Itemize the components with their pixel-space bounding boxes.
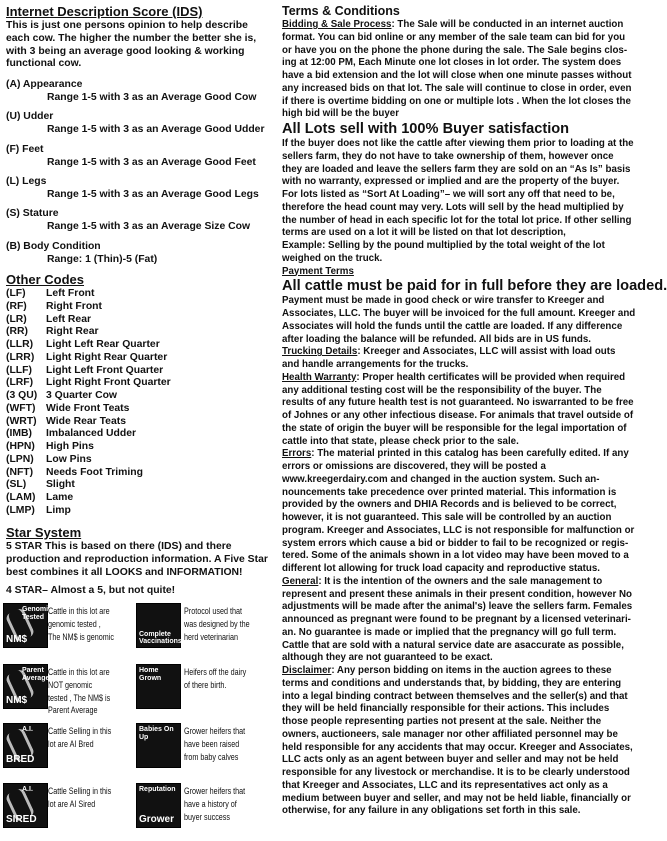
terms-line — [282, 151, 650, 164]
terms-text: Example: Selling by the pound multiplied by the total weight of the lot — [282, 240, 605, 251]
code-meaning: Light Left Rear Quarter — [46, 339, 160, 350]
score-label: (A) Appearance — [6, 79, 83, 90]
terms-text: Cattle that are sold with a natural service date are asaccurate as possible, — [282, 639, 624, 651]
badge-top: Home Grown — [139, 667, 162, 682]
code-meaning: High Pins — [46, 441, 94, 452]
icon-description-line: have a history of — [184, 798, 237, 810]
star-text-line: 5 STAR This is based on there (IDS) and there — [6, 541, 232, 552]
code-row — [6, 314, 91, 327]
section-label: General — [282, 575, 319, 587]
score-range: Range 1-5 with 3 as an Average Good Legs — [47, 188, 259, 200]
terms-text: an. No guarantee is made or implied that the pregnancy will go full term. — [282, 626, 617, 638]
terms-line — [282, 729, 650, 742]
terms-line — [282, 359, 650, 372]
terms-text: sellers farm, they do not have to take ownership of them, however once — [282, 150, 614, 162]
genomic-tested-nms-icon — [3, 603, 52, 648]
code-abbr: (LR) — [6, 313, 27, 325]
terms-line — [282, 448, 650, 461]
code-meaning: Light Left Front Quarter — [46, 364, 164, 376]
terms-text: program. Kreeger and Associates, LLC is not responsible for malfunction or — [282, 524, 635, 536]
terms-text: Payment must be made in good check or wire transfer to Kreeger and — [282, 295, 605, 307]
ai-bred-icon — [3, 723, 48, 768]
badge-bottom: NM$ — [6, 634, 28, 645]
badge-top: Reputation — [139, 786, 176, 793]
terms-text: those people representing parties not present at the sale. Neither the — [282, 716, 602, 727]
terms-text: or have you on the phone the phone during the sale. The Sale begins clos- — [282, 44, 628, 56]
icon-description-line: was designed by the — [184, 618, 250, 630]
code-abbr: (LAM) — [6, 492, 36, 503]
terms-text: nouncements take precedence over printed material. This information is — [282, 486, 617, 498]
terms-line — [282, 716, 650, 729]
code-row — [6, 301, 102, 314]
terms-text: LLC acts only as an agent between buyer and seller and may not be held — [282, 754, 619, 766]
four-star-text: 4 STAR– Almost a 5, but not quite! — [6, 585, 176, 596]
badge-bottom: NM$ — [6, 695, 28, 706]
code-abbr: (3 QU) — [6, 390, 38, 401]
section-heading: All cattle must be paid for in full before they are loaded. — [282, 278, 667, 295]
other-codes-title: Other Codes — [6, 272, 85, 287]
code-meaning: Light Right Front Quarter — [46, 377, 171, 389]
terms-text: adjustments will be made after the animal's) leave the sellers farm. Females — [282, 601, 633, 613]
terms-line — [282, 321, 650, 334]
terms-line — [282, 32, 650, 45]
terms-text: they will be held financially responsible for their actions. This includes — [282, 703, 610, 715]
section-label: Trucking Details — [282, 346, 358, 358]
terms-text: cattle into that state, please check prior to the sale. — [282, 435, 519, 447]
terms-line — [282, 70, 650, 83]
terms-text: system errors which cause a bid or bidder to fail to be recognized or regis- — [282, 537, 629, 549]
terms-text: results of any future health test is not guaranteed. No iswarranted to be free — [282, 397, 634, 409]
terms-text: If the buyer does not like the cattle after viewing them prior to loading at the — [282, 138, 634, 149]
terms-text: of Johnes or any other infectious disease. For animals that travel outside of — [282, 410, 634, 421]
code-row — [6, 352, 167, 365]
terms-text: if there is overtime bidding on one or multiple lots . When the lot closes the — [282, 95, 631, 107]
terms-line — [282, 57, 650, 70]
code-meaning: Slight — [46, 479, 75, 491]
code-meaning: Imbalanced Udder — [46, 428, 137, 440]
icon-description-line: Cattle in this lot are — [48, 667, 110, 678]
icon-description-line: from baby calves — [184, 751, 239, 763]
ids-title: Internet Description Score (IDS) — [6, 4, 203, 19]
terms-line — [282, 474, 650, 487]
code-row — [6, 428, 136, 441]
icon-description-line: of there birth. — [184, 679, 227, 691]
icon-description-line: Heifers off the dairy — [184, 667, 247, 678]
terms-text: For lots listed as “Sort At Loading”– we will sort any off that need to be, — [282, 189, 615, 200]
icon-description-line: Parent Average — [48, 705, 98, 717]
terms-text: terms and conditions and understands that, by bidding, they are entering — [282, 677, 622, 689]
terms-text: however, it is not guaranteed. This sale will be controlled by an auction — [282, 512, 612, 523]
terms-text: format. You can bid online or any member of the sale team can bid for you — [282, 31, 626, 43]
terms-line — [282, 640, 650, 653]
icon-description-line: buyer success — [184, 811, 230, 823]
code-meaning: Low Pins — [46, 453, 92, 465]
code-abbr: (LRR) — [6, 351, 35, 363]
ids-intro-line: each cow. The higher the number the better she is, — [6, 32, 257, 44]
terms-line — [282, 550, 650, 563]
code-row — [6, 288, 94, 301]
badge-top: Genomic Tested — [22, 606, 52, 621]
terms-text: held responsible for any accidents that may occur. Kreeger and Associates, — [282, 741, 633, 753]
terms-line — [282, 334, 650, 347]
terms-line — [282, 576, 650, 589]
terms-text: have a bid extension and the lot will close when one minute passes without — [282, 70, 632, 81]
code-row — [6, 492, 73, 505]
code-meaning: Light Right Rear Quarter — [46, 351, 168, 363]
terms-line — [282, 346, 650, 359]
section-label: Bidding & Sale Process — [282, 19, 392, 30]
terms-text: : The Sale will be conducted in an internet auction — [391, 19, 624, 30]
code-abbr: (RR) — [6, 326, 28, 338]
terms-text: : The material printed in this catalog has been carefully edited. If any — [311, 448, 629, 460]
terms-text: they are loaded and leave the sellers farm they are sold on an “As Is” basis — [282, 163, 631, 175]
icon-description-line: Grower heifers that — [184, 726, 246, 737]
icon-description-line: Cattle Selling in this — [48, 726, 112, 737]
badge-top: A.I. — [22, 726, 33, 733]
terms-line — [282, 461, 650, 474]
icon-description-line: Grower heifers that — [184, 786, 246, 797]
ids-intro-line: This is just one persons opinion to help describe — [6, 20, 248, 31]
complete-vaccinations-icon — [136, 603, 181, 648]
code-abbr: (LF) — [6, 288, 26, 299]
code-meaning: Right Front — [46, 300, 102, 312]
terms-text: owners, auctioneers, sale manager nor other affiliated personnel may be — [282, 728, 618, 740]
terms-line — [282, 805, 650, 818]
code-abbr: (HPN) — [6, 441, 35, 452]
terms-line — [282, 487, 650, 500]
terms-text: : Proper health certificates will be provided when required — [356, 371, 626, 383]
code-abbr: (WFT) — [6, 402, 36, 414]
code-row — [6, 377, 171, 390]
score-range: Range 1-5 with 3 as an Average Size Cow — [47, 221, 251, 233]
code-meaning: Needs Foot Triming — [46, 466, 143, 478]
terms-line — [282, 96, 650, 109]
terms-line — [282, 525, 650, 538]
terms-text: into a legal binding contract between themselves and the seller(s) and that — [282, 690, 628, 702]
terms-text: : Kreeger and Associates, LLC will assist with load outs — [357, 346, 616, 358]
terms-text: www.kreegerdairy.com and changed in the auction system. Such an- — [282, 473, 600, 485]
terms-text: therefore the head count may very. Lots will sell by the head multiplied by — [282, 201, 624, 213]
terms-text: that Kreeger and Associates, LLC and its representatives act only as a — [282, 779, 608, 791]
section-heading: All Lots sell with 100% Buyer satisfaction — [282, 121, 570, 137]
terms-line — [282, 410, 650, 423]
code-row — [6, 479, 75, 492]
badge-top: A.I. — [22, 786, 33, 793]
section-label: Health Warranty — [282, 371, 357, 383]
score-label: (L) Legs — [6, 175, 47, 187]
babies-on-up-icon — [136, 723, 181, 768]
ids-intro-line: with 3 being an average good looking & working — [6, 45, 245, 57]
code-row — [6, 365, 163, 378]
ids-intro-line: functional cow. — [6, 58, 82, 70]
terms-line — [282, 652, 650, 665]
code-meaning: Lame — [46, 492, 74, 503]
terms-text: different lot allowing for truck load capacity and reproductive status. — [282, 563, 601, 574]
code-row — [6, 454, 92, 467]
terms-line — [282, 19, 650, 32]
icon-description-line: have been raised — [184, 738, 240, 750]
terms-text: represent and present these animals in their present condition, however No — [282, 588, 633, 600]
code-abbr: (LPN) — [6, 453, 34, 465]
terms-line — [282, 601, 650, 614]
parent-average-nms-icon — [3, 664, 48, 709]
terms-text: the state of origin the buyer will be responsible for the legal importation of — [282, 422, 627, 434]
badge-top: Parent Average — [22, 667, 50, 682]
code-abbr: (IMB) — [6, 428, 32, 440]
score-label: (F) Feet — [6, 143, 44, 155]
code-meaning: Left Front — [46, 288, 95, 299]
score-label: (B) Body Condition — [6, 240, 101, 252]
ai-sired-icon — [3, 783, 48, 828]
terms-line — [282, 397, 650, 410]
terms-text: provided by the owners and DHIA Records and is believed to be correct, — [282, 499, 617, 511]
score-label: (U) Udder — [6, 111, 54, 123]
terms-line — [282, 176, 650, 189]
icon-description-line: herd veterinarian — [184, 631, 238, 643]
terms-line — [282, 742, 650, 755]
terms-line — [282, 227, 650, 240]
score-label: (S) Stature — [6, 208, 59, 220]
code-meaning: Wide Rear Teats — [46, 415, 126, 427]
terms-line — [282, 614, 650, 627]
code-abbr: (LLF) — [6, 364, 32, 376]
reputation-grower-icon — [136, 783, 181, 828]
terms-text: after loading the balance will be refunded. All bids are in US funds. — [282, 333, 591, 345]
code-row — [6, 403, 129, 416]
terms-line — [282, 436, 650, 449]
terms-text: terms are used on a lot it will be listed on that lot description, — [282, 227, 566, 239]
star-text-line: production and reproduction information. A Five Star — [6, 553, 268, 565]
terms-text: tered. Some of the animals shown in a lot video may have been moved to a — [282, 550, 629, 562]
terms-line — [282, 793, 650, 806]
terms-text: weighed on the truck. — [282, 252, 383, 264]
section-label: Payment Terms — [282, 265, 354, 277]
terms-line — [282, 767, 650, 780]
terms-text: otherwise, for any failure in any obligations set forth in this sale. — [282, 805, 581, 817]
icon-description-line: Cattle Selling in this — [48, 786, 112, 797]
code-abbr: (LLR) — [6, 339, 34, 350]
terms-line — [282, 512, 650, 525]
terms-line — [282, 202, 650, 215]
code-row — [6, 505, 71, 518]
icon-description-line: The NM$ is genomic — [48, 631, 114, 643]
icon-description-line: Cattle in this lot are — [48, 606, 110, 617]
score-range: Range: 1 (Thin)-5 (Fat) — [47, 253, 158, 265]
code-abbr: (SL) — [6, 479, 27, 491]
terms-line — [282, 665, 650, 678]
icon-description-line: genomic tested , — [48, 618, 101, 630]
star-system-title: Star System — [6, 525, 82, 540]
terms-line — [282, 691, 650, 704]
badge-bottom: BRED — [6, 754, 35, 765]
icon-description-line: lot are AI Sired — [48, 798, 96, 810]
code-abbr: (NFT) — [6, 466, 34, 478]
terms-line — [282, 83, 650, 96]
terms-text: and handle arrangements for the trucks. — [282, 359, 469, 370]
badge-bottom: SIRED — [6, 814, 37, 825]
terms-text: Associates, LLC. The buyer will be invoiced for the full amount. Kreeger and — [282, 308, 636, 319]
icon-description-line: Protocol used that — [184, 606, 243, 617]
terms-line — [282, 189, 650, 202]
terms-text: ing at 12:00 PM, Each Minute one lot closes in lot order. The system does — [282, 57, 622, 69]
terms-title: Terms & Conditions — [282, 4, 400, 18]
terms-line — [282, 295, 650, 308]
icon-description-line: lot are AI Bred — [48, 738, 94, 750]
code-meaning: 3 Quarter Cow — [46, 390, 118, 401]
terms-line — [282, 164, 650, 177]
code-row — [6, 467, 143, 480]
terms-text: announced as pregnant were found to be pregnant by a licensed veterinari- — [282, 614, 631, 625]
code-meaning: Right Rear — [46, 326, 99, 338]
code-abbr: (RF) — [6, 300, 27, 312]
terms-line — [282, 385, 650, 398]
terms-line — [282, 45, 650, 58]
terms-line — [282, 108, 650, 121]
terms-line — [282, 423, 650, 436]
terms-line — [282, 308, 650, 321]
code-abbr: (LMP) — [6, 504, 35, 516]
terms-line — [282, 678, 650, 691]
home-grown-icon — [136, 664, 181, 709]
star-text-line: best combines it all LOOKS and INFORMATION! — [6, 566, 243, 578]
code-row — [6, 326, 99, 339]
terms-line — [282, 703, 650, 716]
terms-text: any additional testing cost will be the responsibility of the buyer. The — [282, 384, 602, 396]
terms-text: responsible for any livestock or merchandise. It is to be clearly understood — [282, 767, 630, 778]
code-meaning: Limp — [46, 504, 71, 516]
terms-text: : It is the intention of the owners and the sale management to — [318, 575, 603, 587]
score-range: Range 1-5 with 3 as an Average Good Udder — [47, 124, 265, 136]
terms-line — [282, 563, 650, 576]
terms-line — [282, 589, 650, 602]
code-row — [6, 441, 94, 454]
score-range: Range 1-5 with 3 as an Average Good Cow — [47, 92, 257, 103]
terms-line — [282, 372, 650, 385]
terms-text: : Any person bidding on items in the auction agrees to these — [331, 665, 612, 676]
code-row — [6, 390, 117, 403]
code-meaning: Wide Front Teats — [46, 402, 130, 414]
terms-line — [282, 780, 650, 793]
code-row — [6, 416, 126, 429]
terms-text: errors or omissions are discovered, they will be posted a — [282, 461, 546, 472]
terms-text: although they are not guaranteed to be exact. — [282, 652, 493, 664]
code-meaning: Left Rear — [46, 313, 92, 325]
terms-text: any increased bids on that lot. The sale will continue to close in order, even — [282, 82, 632, 94]
terms-line — [282, 215, 650, 228]
terms-line — [282, 253, 650, 266]
terms-text: Associates will hold the funds until the cattle are loaded. If any difference — [282, 320, 623, 332]
code-abbr: (LRF) — [6, 377, 34, 389]
terms-text: medium between buyer and seller, and may not be held liable, financially or — [282, 792, 631, 804]
badge-bottom: Grower — [139, 814, 175, 825]
terms-line — [282, 499, 650, 512]
terms-text: the number of head in each specific lot for the total lot price. If other selling — [282, 214, 632, 226]
terms-text: with no warranty, expressed or implied and are the property of the buyer. — [282, 176, 620, 188]
terms-line — [282, 627, 650, 640]
terms-line — [282, 266, 650, 279]
code-row — [6, 339, 160, 352]
terms-column — [282, 4, 667, 818]
badge-top: Babies On Up — [139, 726, 174, 741]
badge-bottom: Complete Vaccinations — [139, 631, 182, 645]
icon-description-line: NOT genomic — [48, 679, 93, 691]
code-abbr: (WRT) — [6, 415, 37, 427]
terms-line — [282, 240, 650, 253]
terms-line — [282, 754, 650, 767]
terms-text: high bid will be the buyer — [282, 108, 400, 120]
section-label: Disclaimer — [282, 665, 332, 676]
score-range: Range 1-5 with 3 as an Average Good Feet — [47, 156, 256, 168]
terms-line — [282, 538, 650, 551]
terms-line — [282, 138, 650, 151]
icon-description-line: tested , The NM$ is — [48, 692, 111, 704]
section-label: Errors — [282, 448, 312, 460]
